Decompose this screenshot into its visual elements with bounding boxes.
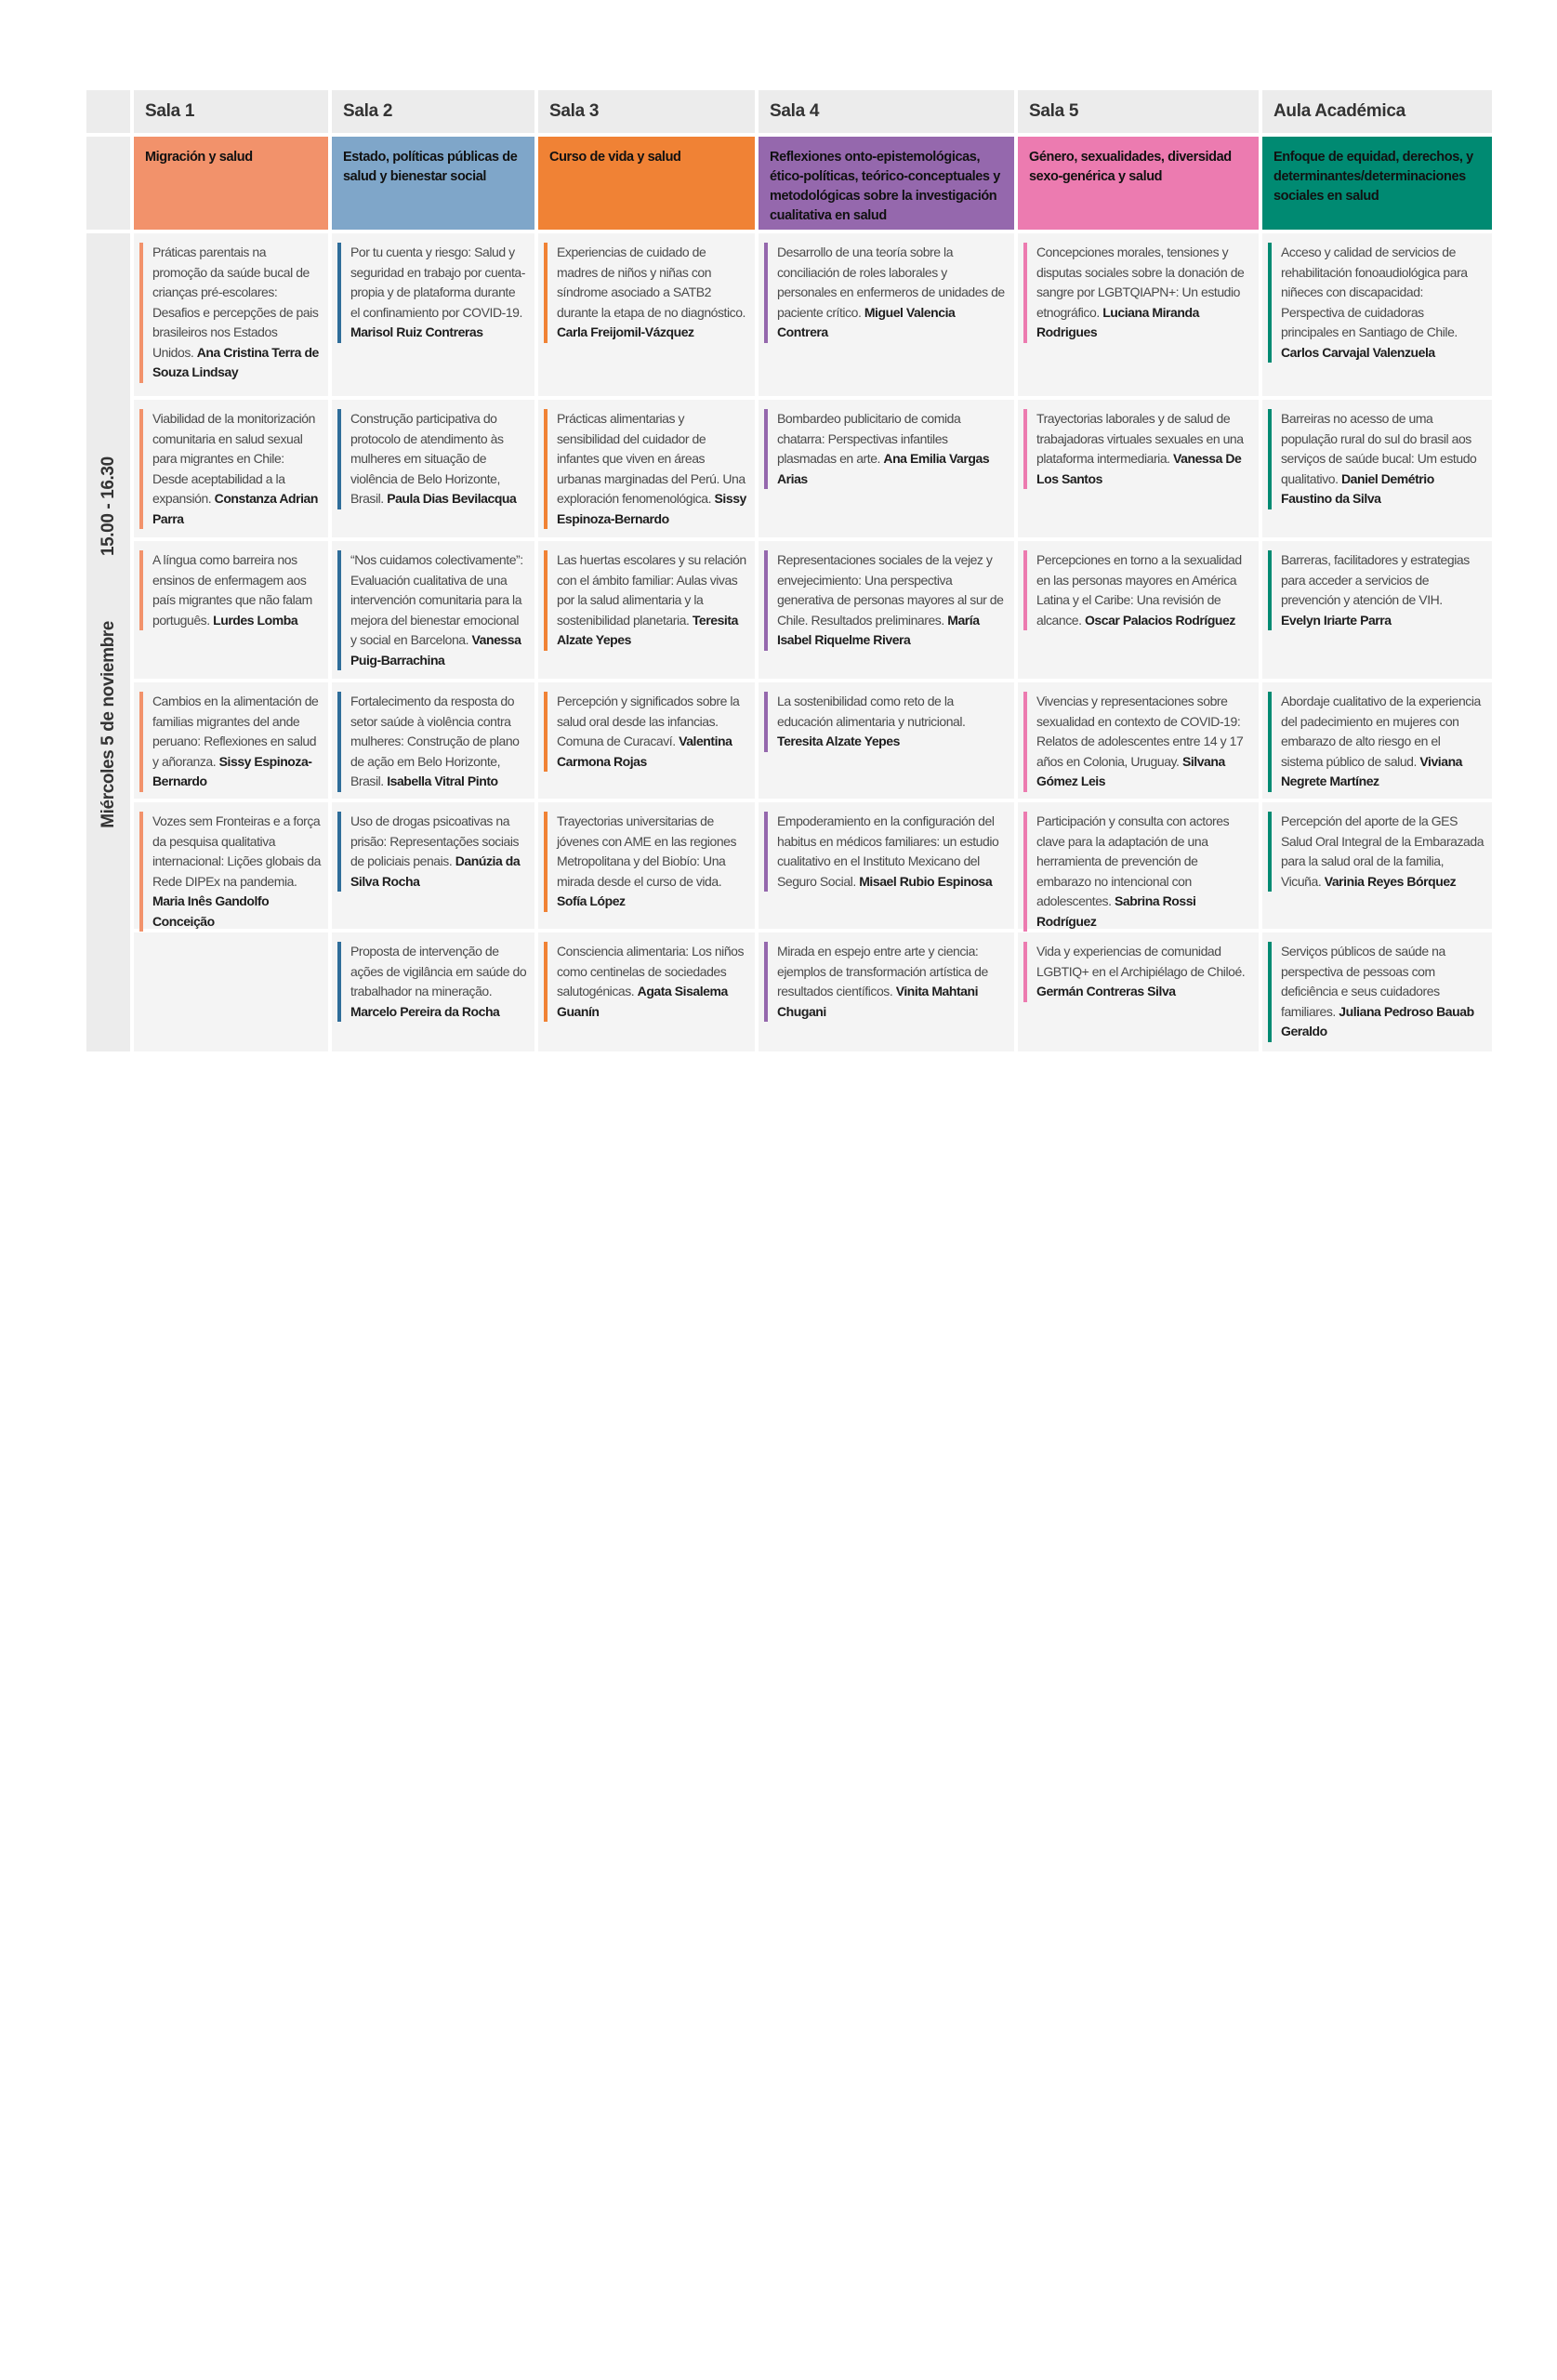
- session-author: Daniel Demétrio Faustino da Silva: [1281, 470, 1434, 506]
- session-entry: [1268, 692, 1484, 792]
- session-cell: [1262, 802, 1492, 929]
- room-header: Sala 1: [134, 90, 328, 133]
- session-author: Isabella Vitral Pinto: [387, 774, 498, 788]
- session-title: Viabilidad de la monitorización comunitaria en salud sexual para migrantes en Chile: Desde aceptabilidad a la expansión.: [152, 411, 315, 506]
- session-entry: [139, 243, 321, 383]
- session-cell: [134, 932, 328, 1051]
- session-cell: [538, 802, 755, 929]
- session-author: Silvana Gómez Leis: [1036, 753, 1225, 788]
- session-title: Vivencias y representaciones sobre sexualidad en contexto de COVID-19: Relatos de adolescentes entre 14 y 17 años en Colonia, Uruguay.: [1036, 694, 1244, 769]
- session-title: Bombardeo publicitario de comida chatarra: Perspectivas infantiles plasmadas en arte.: [777, 411, 961, 466]
- session-author: Sofía López: [557, 893, 626, 908]
- session-title: Experiencias de cuidado de madres de niños y niñas con síndrome asociado a SATB2 durante la etapa de no diagnóstico.: [557, 245, 746, 320]
- session-title: Proposta de intervenção de ações de vigilância em saúde do trabalhador na mineração.: [350, 944, 527, 998]
- session-cell: [759, 932, 1014, 1051]
- session-title: Empoderamiento en la configuración del habitus en médicos familiares: un estudio cualitativo en el Instituto Mexicano del Seguro Social.: [777, 813, 999, 889]
- session-entry: [1023, 812, 1251, 932]
- session-title: Fortalecimento da resposta do setor saúde à violência contra mulheres: Construção de plano de ação em Belo Horizonte, Brasil.: [350, 694, 520, 788]
- session-title: Acceso y calidad de servicios de rehabilitación fonoaudiológica para niñeces con discapacidad: Perspectiva de cuidadoras principales en Santiago de Chile.: [1281, 245, 1468, 339]
- session-title: Percepción y significados sobre la salud oral desde las infancias. Comuna de Curacaví.: [557, 694, 740, 748]
- theme-header: Enfoque de equidad, derechos, y determinantes/determinaciones sociales en salud: [1262, 137, 1492, 230]
- theme-corner: [86, 137, 130, 230]
- session-cell: [759, 682, 1014, 799]
- session-cell: [759, 802, 1014, 929]
- session-title: Representaciones sociales de la vejez y envejecimiento: Una perspectiva generativa de personas mayores al sur de Chile. Resultados preliminares.: [777, 552, 1004, 628]
- session-title: Uso de drogas psicoativas na prisão: Representações sociais de policiais penais.: [350, 813, 520, 868]
- session-cell: [1018, 233, 1259, 396]
- session-author: Miguel Valencia Contrera: [777, 304, 956, 339]
- session-entry: [139, 692, 321, 792]
- session-author: Sabrina Rossi Rodríguez: [1036, 893, 1196, 929]
- session-entry: [544, 692, 747, 772]
- session-entry: [764, 243, 1007, 343]
- session-cell: [1262, 541, 1492, 679]
- session-cell: [332, 541, 534, 679]
- session-cell: [1018, 541, 1259, 679]
- room-header: Sala 2: [332, 90, 534, 133]
- session-cell: [332, 682, 534, 799]
- session-title: Vida y experiencias de comunidad LGBTIQ+ en el Archipiélago de Chiloé.: [1036, 944, 1246, 979]
- schedule-table: [86, 90, 1484, 1051]
- session-title: Por tu cuenta y riesgo: Salud y seguridad en trabajo por cuenta-propia y de plataforma durante el confinamiento por COVID-19.: [350, 245, 525, 320]
- session-title: Práticas parentais na promoção da saúde bucal de crianças pré-escolares: Desafios e percepções de pais brasileiros nos Estados Unidos.: [152, 245, 319, 360]
- session-cell: [759, 233, 1014, 396]
- theme-header: Reflexiones onto-epistemológicas, ético-políticas, teórico-conceptuales y metodológicas sobre la investigación cualitativa en salud: [759, 137, 1014, 230]
- session-author: Germán Contreras Silva: [1036, 984, 1176, 998]
- session-author: Carla Freijomil-Vázquez: [557, 324, 694, 339]
- room-header: Sala 4: [759, 90, 1014, 133]
- session-entry: [544, 409, 747, 529]
- session-entry: [764, 550, 1007, 651]
- session-title: La sostenibilidad como reto de la educación alimentaria y nutricional.: [777, 694, 966, 729]
- session-author: Danúzia da Silva Rocha: [350, 853, 521, 889]
- session-title: Cambios en la alimentación de familias migrantes del ande peruano: Reflexiones en salud y añoranza.: [152, 694, 319, 769]
- session-author: Teresita Alzate Yepes: [777, 734, 900, 748]
- session-author: Viviana Negrete Martínez: [1281, 753, 1463, 788]
- session-entry: [337, 812, 527, 892]
- session-author: Constanza Adrian Parra: [152, 491, 318, 526]
- session-title: Concepciones morales, tensiones y disputas sociales sobre la donación de sangre por LGBTQIAPN+: Un estudio etnográfico.: [1036, 245, 1245, 320]
- session-entry: [337, 243, 527, 343]
- session-entry: [1023, 550, 1251, 630]
- theme-header: Curso de vida y salud: [538, 137, 755, 230]
- session-author: Ana Cristina Terra de Souza Lindsay: [152, 344, 319, 379]
- session-cell: [538, 400, 755, 537]
- session-cell: [1262, 682, 1492, 799]
- session-entry: [1268, 812, 1484, 892]
- session-cell: [134, 802, 328, 929]
- day-time-label: [86, 233, 130, 1051]
- theme-header: Género, sexualidades, diversidad sexo-genérica y salud: [1018, 137, 1259, 230]
- session-title: A língua como barreira nos ensinos de enfermagem aos país migrantes que não falam português.: [152, 552, 312, 628]
- session-title: Abordaje cualitativo de la experiencia del padecimiento en mujeres con embarazo de alto riesgo en el sistema público de salud.: [1281, 694, 1481, 769]
- session-entry: [1268, 942, 1484, 1042]
- day-label: Miércoles 5 de noviembre: [98, 621, 118, 828]
- session-title: Percepción del aporte de la GES Salud Oral Integral de la Embarazada para la salud oral de la familia, Vicuña.: [1281, 813, 1484, 889]
- session-cell: [538, 541, 755, 679]
- session-cell: [134, 682, 328, 799]
- session-cell: [538, 932, 755, 1051]
- session-cell: [134, 541, 328, 679]
- session-author: Oscar Palacios Rodríguez: [1084, 612, 1235, 628]
- session-entry: [1023, 942, 1251, 1002]
- session-author: María Isabel Riquelme Rivera: [777, 612, 980, 647]
- session-cell: [332, 233, 534, 396]
- session-cell: [538, 233, 755, 396]
- time-label: 15.00 - 16.30: [98, 456, 118, 557]
- session-entry: [139, 550, 321, 630]
- session-entry: [764, 942, 1007, 1022]
- session-author: Marcelo Pereira da Rocha: [350, 1003, 500, 1019]
- session-author: Misael Rubio Espinosa: [859, 873, 993, 889]
- session-title: Percepciones en torno a la sexualidad en las personas mayores en América Latina y el Caribe: Una revisión de alcance.: [1036, 552, 1242, 628]
- session-entry: [1268, 550, 1484, 630]
- session-title: Construção participativa do protocolo de atendimento às mulheres em situação de violência de Belo Horizonte, Brasil.: [350, 411, 504, 506]
- session-cell: [332, 932, 534, 1051]
- session-title: Participación y consulta con actores clave para la adaptación de una herramienta de prevención de embarazo no intencional con adolescentes.: [1036, 813, 1230, 908]
- session-title: Mirada en espejo entre arte y ciencia: ejemplos de transformación artística de resultados científicos.: [777, 944, 988, 998]
- room-header: Sala 3: [538, 90, 755, 133]
- session-cell: [759, 400, 1014, 537]
- session-author: Paula Dias Bevilacqua: [387, 491, 517, 506]
- session-author: Sissy Espinoza-Bernardo: [557, 491, 746, 526]
- session-entry: [544, 812, 747, 912]
- theme-header: Estado, políticas públicas de salud y bienestar social: [332, 137, 534, 230]
- session-cell: [134, 233, 328, 396]
- session-cell: [1262, 233, 1492, 396]
- session-author: Vanessa Puig-Barrachina: [350, 632, 521, 668]
- session-author: Maria Inês Gandolfo Conceição: [152, 893, 270, 929]
- session-author: Teresita Alzate Yepes: [557, 612, 738, 647]
- session-cell: [1018, 682, 1259, 799]
- session-entry: [337, 409, 527, 509]
- session-author: Lurdes Lomba: [213, 612, 298, 628]
- header-corner: [86, 90, 130, 133]
- session-cell: [1262, 400, 1492, 537]
- session-title: Vozes sem Fronteiras e a força da pesquisa qualitativa internacional: Lições globais da Rede DIPEx na pandemia.: [152, 813, 321, 889]
- session-entry: [764, 812, 1007, 892]
- session-entry: [764, 409, 1007, 489]
- session-entry: [544, 550, 747, 651]
- session-entry: [544, 942, 747, 1022]
- session-cell: [332, 802, 534, 929]
- session-cell: [1018, 802, 1259, 929]
- session-author: Evelyn Iriarte Parra: [1281, 612, 1392, 628]
- session-author: Varinia Reyes Bórquez: [1324, 873, 1457, 889]
- session-cell: [1262, 932, 1492, 1051]
- session-author: Ana Emilia Vargas Arias: [777, 451, 990, 486]
- session-entry: [337, 550, 527, 670]
- session-entry: [1023, 692, 1251, 792]
- session-entry: [1268, 409, 1484, 509]
- session-entry: [1023, 243, 1251, 343]
- session-entry: [139, 812, 321, 932]
- session-cell: [134, 400, 328, 537]
- session-title: Barreiras no acesso de uma população rural do sul do brasil aos serviços de saúde bucal: Um estudo qualitativo.: [1281, 411, 1477, 486]
- schedule-grid: [86, 90, 1484, 1051]
- session-author: Sissy Espinoza-Bernardo: [152, 753, 312, 788]
- session-cell: [1018, 932, 1259, 1051]
- room-header: Sala 5: [1018, 90, 1259, 133]
- session-title: Barreras, facilitadores y estrategias para acceder a servicios de prevención y atención de VIH.: [1281, 552, 1470, 607]
- session-author: Agata Sisalema Guanín: [557, 984, 728, 1019]
- session-cell: [538, 682, 755, 799]
- session-title: Consciencia alimentaria: Los niños como centinelas de sociedades salutogénicas.: [557, 944, 745, 998]
- theme-header: Migración y salud: [134, 137, 328, 230]
- day-time-text: [99, 456, 119, 828]
- room-header: Aula Académica: [1262, 90, 1492, 133]
- session-author: Carlos Carvajal Valenzuela: [1281, 344, 1435, 360]
- session-title: “Nos cuidamos colectivamente”: Evaluación cualitativa de una intervención comunitaria para la mejora del bienestar emocional y social en Barcelona.: [350, 552, 523, 647]
- session-author: Luciana Miranda Rodrigues: [1036, 304, 1199, 339]
- session-cell: [759, 541, 1014, 679]
- session-author: Vanessa De Los Santos: [1036, 451, 1242, 486]
- session-cell: [332, 400, 534, 537]
- session-author: Valentina Carmona Rojas: [557, 734, 732, 769]
- session-entry: [1023, 409, 1251, 489]
- session-title: Prácticas alimentarias y sensibilidad del cuidador de infantes que viven en áreas urbanas marginadas del Perú. Una exploración fenomenológica.: [557, 411, 746, 506]
- session-title: Serviços públicos de saúde na perspectiva de pessoas com deficiência e seus cuidadores familiares.: [1281, 944, 1445, 1019]
- session-author: Juliana Pedroso Bauab Geraldo: [1281, 1003, 1474, 1038]
- session-entry: [337, 942, 527, 1022]
- session-cell: [1018, 400, 1259, 537]
- session-title: Trayectorias laborales y de salud de trabajadoras virtuales sexuales en una plataforma intermediaria.: [1036, 411, 1244, 466]
- session-title: Desarrollo de una teoría sobre la conciliación de roles laborales y personales en enfermeros de unidades de paciente crítico.: [777, 245, 1005, 320]
- session-author: Vinita Mahtani Chugani: [777, 984, 979, 1019]
- session-entry: [1268, 243, 1484, 363]
- session-entry: [139, 409, 321, 529]
- session-entry: [764, 692, 1007, 752]
- session-title: Las huertas escolares y su relación con el ámbito familiar: Aulas vivas por la salud alimentaria y la sostenibilidad planetaria.: [557, 552, 746, 628]
- session-entry: [544, 243, 747, 343]
- session-entry: [337, 692, 527, 792]
- session-author: Marisol Ruiz Contreras: [350, 324, 483, 339]
- session-title: Trayectorias universitarias de jóvenes con AME en las regiones Metropolitana y del Biobío: Una mirada desde el curso de vida.: [557, 813, 737, 889]
